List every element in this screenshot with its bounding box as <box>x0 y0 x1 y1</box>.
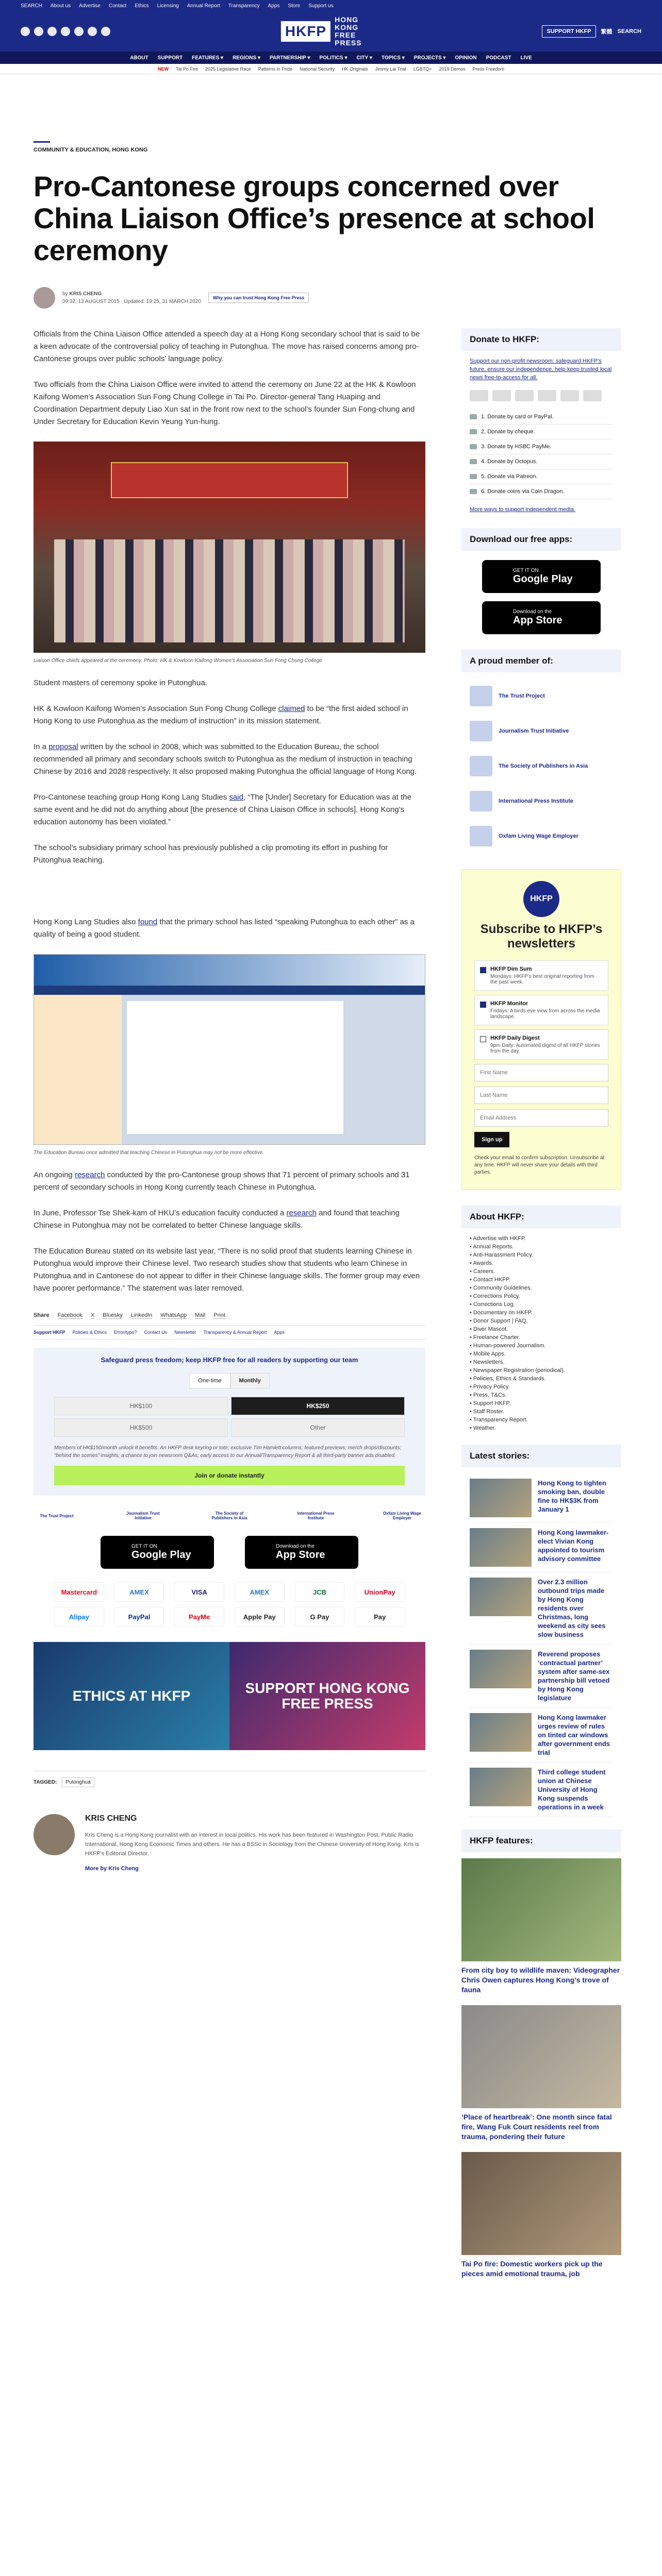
visa-icon: VISA <box>174 1582 224 1602</box>
nav-item[interactable]: PODCAST <box>486 55 511 61</box>
youtube-icon[interactable] <box>61 27 70 36</box>
donate-method[interactable]: 4. Donate by Octopus. <box>470 454 613 469</box>
about-link[interactable]: • Community Guidelines. <box>470 1284 613 1292</box>
article-meta: by KRIS CHENG 09:32, 13 AUGUST 2015 · Updated: 19:25, 31 MARCH 2020 Why you can trust Hong Kong Free Press <box>34 287 628 309</box>
about-link[interactable]: • Careers. <box>470 1267 613 1276</box>
apps-heading: Download our free apps: <box>461 528 621 551</box>
threads-icon[interactable] <box>88 27 97 36</box>
video-embed-space <box>34 880 425 916</box>
footer-link[interactable]: Error/typo? <box>114 1330 137 1335</box>
by-label: by <box>62 291 68 297</box>
instagram-icon[interactable] <box>47 27 57 36</box>
email-field[interactable] <box>474 1109 608 1127</box>
app-store-button[interactable]: Download on the App Store <box>482 601 601 634</box>
monthly-toggle[interactable]: Monthly <box>230 1373 270 1388</box>
paragraph: Pro-Cantonese teaching group Hong Kong Lang Studies said, “The [Under] Secretary for Education was at the same event and he did not do anything about [the presence of China Liaison Office in schools]. Hong Kong’s education autonomy has been violated.” <box>34 793 411 826</box>
newsletter-box <box>461 869 621 1190</box>
trending-link[interactable]: Tai Po Fire <box>175 66 198 72</box>
trending-link[interactable]: 2025 Legislative Race <box>205 66 251 72</box>
member-logo[interactable]: International Press Institute <box>470 784 613 819</box>
footer-link[interactable]: Support HKFP <box>34 1330 65 1335</box>
main-nav <box>0 52 662 64</box>
about-link[interactable]: • Policies, Ethics & Standards. <box>470 1375 613 1383</box>
amount-option[interactable]: HK$100 <box>54 1397 228 1415</box>
top-bar <box>0 0 662 11</box>
topbar-link[interactable]: Contact <box>108 3 127 9</box>
article-header <box>0 141 662 309</box>
share-x[interactable]: X <box>90 1312 95 1318</box>
latest-story[interactable]: Reverend proposes ‘contractual partner’ system after same-sex partnership bill vetoed by Hong Kong legislature <box>470 1645 613 1708</box>
about-heading: About HKFP: <box>461 1206 621 1228</box>
about-link[interactable]: • Diver Mascot. <box>470 1325 613 1333</box>
card-icons <box>470 390 613 401</box>
payment-methods <box>54 1582 405 1626</box>
author-photo[interactable] <box>34 1814 75 1855</box>
donate-method[interactable]: 2. Donate by cheque. <box>470 425 613 439</box>
donate-method[interactable]: 1. Donate by card or PayPal. <box>470 410 613 425</box>
author-name[interactable]: KRIS CHENG <box>85 1814 137 1823</box>
feature-story[interactable]: From city boy to wildlife maven: Videographer Chris Owen captures Hong Kong’s trove of fauna <box>461 1858 621 1995</box>
about-link[interactable]: • Support HKFP. <box>470 1399 613 1408</box>
paragraph: HK & Kowloon Kaifong Women’s Association Sun Fong Chung College claimed to be “the first aided school in Hong Kong to use Putonghua as the medium of instruction” in its mission statement. <box>34 704 408 725</box>
topbar-link[interactable]: Store <box>288 3 301 9</box>
feature-story[interactable]: ‘Place of heartbreak’: One month since fatal fire, Wang Fuk Court residents reel from trauma, pondering their future <box>461 2005 621 2142</box>
sidebar <box>461 328 621 2289</box>
topbar-link[interactable]: Licensing <box>157 3 179 9</box>
nav-item[interactable]: POLITICS ▾ <box>319 55 347 61</box>
features-list <box>461 1852 621 2279</box>
nav-item[interactable]: TOPICS ▾ <box>381 55 405 61</box>
app-store-button[interactable]: Download on the App Store <box>245 1536 358 1569</box>
nav-item[interactable]: CITY ▾ <box>356 55 372 61</box>
hkfp-badge: HKFP <box>523 881 559 917</box>
amount-option[interactable]: Other <box>231 1418 405 1437</box>
screenshot-caption: The Education Bureau once admitted that teaching Chinese in Putonghua may not be more effective. <box>34 1150 264 1156</box>
sopa-logo[interactable]: The Society of Publishers in Asia <box>211 1511 247 1520</box>
education-bureau-screenshot <box>34 954 425 1145</box>
share-linkedin[interactable]: LinkedIn <box>130 1312 153 1318</box>
oxfam-logo[interactable]: Oxfam Living Wage Employer <box>383 1511 421 1520</box>
donate-text[interactable]: Support our non-profit newsroom: safeguard HKFP's future, ensure our independence, help keep trusted local news free-to-access for all. <box>470 358 612 381</box>
newsletter-title: Subscribe to HKFP’s newsletters <box>480 922 603 951</box>
more-ways-link[interactable]: More ways to support independent media. <box>470 506 575 513</box>
topbar-link[interactable]: Annual Report <box>187 3 220 9</box>
newsletter-fine-print: Check your email to confirm subscription. Unsubscribe at any time. HKFP will never share your details with third parties. <box>474 1155 605 1175</box>
share-facebook[interactable]: Facebook <box>57 1312 82 1318</box>
trust-link[interactable]: Why you can trust Hong Kong Free Press <box>208 293 309 303</box>
feature-story[interactable]: Tai Po fire: Domestic workers pick up the pieces amid emotional trauma, job <box>461 2152 621 2279</box>
alipay-icon: Alipay <box>54 1607 104 1626</box>
author-bio: Kris Cheng is a Hong Kong journalist with an interest in local politics. His work has been featured in Washington Post, Public Radio International, Hong Kong Economic Times and others. He has a BSSc in Sociology from the Chinese University of Hong Kong. Kris is HKFP’s Editorial Director. <box>85 1832 420 1857</box>
about-link[interactable]: • Awards. <box>470 1259 613 1267</box>
category-rule <box>34 141 50 143</box>
footer-links <box>34 1325 425 1340</box>
support-hkfp-button[interactable]: SUPPORT HKFP <box>542 25 595 38</box>
trending-link[interactable]: HK Originals <box>342 66 368 72</box>
member-logo[interactable]: Journalism Trust Initiative <box>470 714 613 749</box>
paragraph: Officials from the China Liaison Office attended a speech day at a Hong Kong secondary school that is said to be a keen advocate of the controversial policy of teaching in Putonghua. The move has raised concerns among pro-Cantonese groups over public schools’ language policy. <box>34 330 420 363</box>
member-list <box>461 672 621 854</box>
one-time-toggle[interactable]: One-time <box>189 1373 230 1388</box>
facebook-icon[interactable] <box>21 27 30 36</box>
about-link[interactable]: • Freelance Charter. <box>470 1333 613 1342</box>
donation-heading: Safeguard press freedom; keep HKFP free for all readers by supporting our team <box>101 1356 358 1364</box>
nav-item[interactable]: REGIONS ▾ <box>233 55 260 61</box>
social-icons <box>21 27 110 36</box>
newsletter-option[interactable]: HKFP Dim Sum Mondays: HKFP’s best original reporting from the past week. <box>474 960 608 991</box>
publish-date: 09:32, 13 AUGUST 2015 <box>62 299 120 304</box>
paragraph: In a proposal written by the school in 2008, which was submitted to the Education Bureau, the school recommended all primary and secondary schools switch to Putonghua as the medium of instruction in teaching Chinese by 2016 and 2028 respectively. It also proposed making Putonghua the official language of Hong Kong. <box>34 742 417 776</box>
author-avatar[interactable] <box>34 287 55 309</box>
paragraph: Hong Kong Lang Studies also found that the primary school has listed “speaking Putonghua to each other” as a quality of being a good student. <box>34 918 415 939</box>
about-link[interactable]: • Corrections Log. <box>470 1300 613 1309</box>
membership-logos <box>34 1511 425 1520</box>
trending-link[interactable]: National Security <box>300 66 335 72</box>
amex-icon: AMEX <box>235 1582 285 1602</box>
amount-option[interactable]: HK$250 <box>231 1397 405 1415</box>
inline-link[interactable]: claimed <box>278 704 305 713</box>
topbar-link[interactable]: Support us <box>308 3 334 9</box>
topbar-link[interactable]: Transparency <box>228 3 260 9</box>
trending-bar <box>0 64 662 74</box>
nav-item[interactable]: FEATURES ▾ <box>192 55 224 61</box>
paypal-icon: PayPal <box>114 1607 164 1626</box>
site-logo[interactable]: HKFP HONG KONG FREE PRESS <box>281 16 381 47</box>
trust-project-logo[interactable]: The Trust Project <box>40 1513 74 1518</box>
about-link[interactable]: • Staff Roster. <box>470 1408 613 1416</box>
trending-link[interactable]: 2019 Demos <box>439 66 466 72</box>
first-name-field[interactable] <box>474 1064 608 1081</box>
nav-item[interactable]: OPINION <box>455 55 477 61</box>
payme-icon: PayMe <box>174 1607 224 1626</box>
about-link[interactable]: • Human-powered Journalism. <box>470 1342 613 1350</box>
paragraph: The Education Bureau stated on its website last year, “There is no solid proof that students learning Chinese in Putonghua would improve their Chinese level. Two research studies show that students who learn Chinese in Putonghua and in Cantonese do not appear to differ in their Chinese language skills. The former group may even have poorer performance.” The statement was later removed. <box>34 1247 420 1293</box>
membership-benefits: Members of HK$150/month unlock 8 benefits: An HKFP desk keyring or tote; exclusive Tim Hamlett columns; featured previews; merch drops/discounts; “behind the scenes” insights; a chance to join newsroom Q&As; early access to our Annual/Transparency Report & all third-party banner ads disabled. <box>54 1445 402 1459</box>
ethics-video[interactable]: ETHICS AT HKFP <box>34 1642 229 1750</box>
photo-caption: Liaison Office chiefs appeared at the ceremony. Photo: HK & Kowloon Kaifong Women’s Association Sun Fong Chung College <box>34 658 322 664</box>
article-title: Pro-Cantonese groups concerned over China Liaison Office’s presence at school ceremony <box>34 170 595 266</box>
ipi-logo[interactable]: International Press Institute <box>297 1511 335 1520</box>
donate-methods <box>470 410 613 499</box>
latest-heading: Latest stories: <box>461 1445 621 1467</box>
search-button[interactable]: SEARCH <box>617 28 641 35</box>
about-link[interactable]: • Transparency Report. <box>470 1416 613 1424</box>
x-icon[interactable] <box>34 27 43 36</box>
unionpay-icon: UnionPay <box>355 1582 405 1602</box>
new-label: NEW <box>157 66 169 72</box>
about-link[interactable]: • Mobile Apps. <box>470 1350 613 1358</box>
nav-item[interactable]: ABOUT <box>130 55 148 61</box>
tags: TAGGED: Putonghua <box>34 1771 425 1793</box>
author-box <box>34 1814 425 1872</box>
nav-item[interactable]: LIVE <box>520 55 532 61</box>
inline-link[interactable]: proposal <box>48 742 78 751</box>
share-label: Share <box>34 1312 49 1318</box>
mastercard-icon: Mastercard <box>54 1582 104 1602</box>
about-link[interactable]: • Corrections Policy. <box>470 1292 613 1300</box>
tag-putonghua[interactable]: Putonghua <box>62 1777 94 1787</box>
topbar-link[interactable]: About us <box>50 3 71 9</box>
member-heading: A proud member of: <box>461 650 621 672</box>
join-button[interactable]: Join or donate instantly <box>54 1466 405 1485</box>
footer-link[interactable]: Contact Us <box>144 1330 168 1335</box>
bluesky-icon[interactable] <box>74 27 84 36</box>
donate-method[interactable]: 6. Donate coins via Coin Dragon. <box>470 484 613 499</box>
share-mail[interactable]: Mail <box>195 1312 206 1318</box>
share-bar <box>34 1312 425 1319</box>
footer-link[interactable]: Apps <box>274 1330 285 1335</box>
apple-pay-icon: Apple Pay <box>235 1607 285 1626</box>
topbar-link[interactable]: Advertise <box>79 3 101 9</box>
member-logo[interactable]: The Trust Project <box>470 679 613 714</box>
donate-method[interactable]: 5. Donate via Patreon. <box>470 469 613 484</box>
latest-story[interactable]: Third college student union at Chinese University of Hong Kong suspends operations in a week <box>470 1762 613 1817</box>
donate-method[interactable]: 3. Donate by HSBC PayMe. <box>470 439 613 454</box>
trending-link[interactable]: Press Freedom <box>472 66 505 72</box>
samsung-pay-icon: Pay <box>355 1607 405 1626</box>
updated-date: Updated: 19:25, 31 MARCH 2020 <box>124 299 201 304</box>
share-bluesky[interactable]: Bluesky <box>103 1312 123 1318</box>
paragraph: In June, Professor Tse Shek-kam of HKU’s education faculty conducted a research and found that teaching Chinese in Putonghua may not be correlated to better Chinese language skills. <box>34 1209 400 1230</box>
footer-link[interactable]: Newsletter <box>174 1330 196 1335</box>
ceremony-photo <box>34 442 425 653</box>
amount-option[interactable]: HK$500 <box>54 1418 228 1437</box>
trending-link[interactable]: Patterns in Pride <box>258 66 293 72</box>
features-heading: HKFP features: <box>461 1829 621 1852</box>
author-link[interactable]: KRIS CHENG <box>69 291 102 297</box>
jti-logo[interactable]: Journalism Trust Initiative <box>126 1511 160 1520</box>
donation-widget <box>34 1348 425 1496</box>
latest-story[interactable]: Over 2.3 million outbound trips made by Hong Kong residents over Christmas, long weekend as city sees slow business <box>470 1572 613 1645</box>
site-header <box>0 11 662 52</box>
trending-link[interactable]: LGBTQ+ <box>413 66 432 72</box>
paragraph: The school’s subsidiary primary school has previously published a clip promoting its effort in pushing for Putonghua teaching. <box>34 843 388 865</box>
language-toggle[interactable]: 繁體 <box>601 29 613 35</box>
jcb-icon: JCB <box>295 1582 345 1602</box>
nav-item[interactable]: PARTNERSHIP ▾ <box>269 55 310 61</box>
paragraph: Student masters of ceremony spoke in Putonghua. <box>34 679 207 687</box>
newsletter-option[interactable]: HKFP Monitor Fridays: A birds-eye view from across the media landscape. <box>474 995 608 1025</box>
google-pay-icon: G Pay <box>295 1607 345 1626</box>
latest-list <box>461 1467 621 1817</box>
sign-up-button[interactable]: Sign up <box>474 1132 509 1147</box>
about-link[interactable]: • Contact HKFP. <box>470 1276 613 1284</box>
topbar-link[interactable]: Ethics <box>135 3 149 9</box>
about-link[interactable]: • Advertise with HKFP. <box>470 1234 613 1243</box>
about-link[interactable]: • Newspaper Registration (periodical). <box>470 1366 613 1375</box>
inline-link[interactable]: research <box>75 1171 105 1179</box>
article-category[interactable]: COMMUNITY & EDUCATION, HONG KONG <box>34 147 148 153</box>
paragraph: An ongoing research conducted by the pro-Cantonese group shows that 71 percent of primary schools and 31 percent of secondary schools in Hong Kong currently teach Chinese in Putonghua. <box>34 1171 410 1192</box>
last-name-field[interactable] <box>474 1087 608 1104</box>
about-link[interactable]: • Weather. <box>470 1424 613 1432</box>
footer-link[interactable]: Transparency & Annual Report <box>203 1330 267 1335</box>
trending-link[interactable]: Jimmy Lai Trial <box>375 66 406 72</box>
support-video[interactable]: SUPPORT HONG KONG FREE PRESS <box>229 1642 425 1750</box>
more-by-author-link[interactable]: More by Kris Cheng <box>85 1866 139 1872</box>
about-link[interactable]: • Press, T&Cs. <box>470 1391 613 1399</box>
about-link[interactable]: • Newsletters. <box>470 1358 613 1366</box>
inline-link[interactable]: found <box>138 918 158 926</box>
latest-story[interactable]: Hong Kong lawmaker urges review of rules on tinted car windows after government ends trial <box>470 1708 613 1762</box>
latest-story[interactable]: Hong Kong to tighten smoking ban, double fine to HK$3K from January 1 <box>470 1473 613 1523</box>
footer-link[interactable]: Policies & Ethics <box>72 1330 107 1335</box>
rss-icon[interactable] <box>101 27 110 36</box>
about-link[interactable]: • Annual Reports. <box>470 1243 613 1251</box>
share-whatsapp[interactable]: WhatsApp <box>160 1312 187 1318</box>
about-link[interactable]: • Anti-Harassment Policy. <box>470 1251 613 1259</box>
member-logo[interactable]: The Society of Publishers in Asia <box>470 749 613 784</box>
newsletter-option[interactable]: HKFP Daily Digest 9pm Daily: Automated digest of all HKFP stories from the day. <box>474 1029 608 1060</box>
latest-story[interactable]: Hong Kong lawmaker-elect Vivian Kong appointed to tourism advisory committee <box>470 1523 613 1572</box>
about-link[interactable]: • Documentary on HKFP. <box>470 1309 613 1317</box>
google-play-button[interactable]: GET IT ON Google Play <box>482 560 601 593</box>
article-body <box>34 328 425 2289</box>
about-link[interactable]: • Donor Support | FAQ. <box>470 1317 613 1325</box>
nav-item[interactable]: PROJECTS ▾ <box>413 55 446 61</box>
about-link[interactable]: • Privacy Policy. <box>470 1383 613 1391</box>
google-play-button[interactable]: GET IT ON Google Play <box>101 1536 214 1569</box>
share-print[interactable]: Print <box>213 1312 225 1318</box>
inline-link[interactable]: said <box>229 793 243 802</box>
about-list <box>461 1228 621 1432</box>
nav-item[interactable]: SUPPORT <box>157 55 183 61</box>
topbar-link[interactable]: SEARCH <box>21 3 42 9</box>
paragraph: Two officials from the China Liaison Office were invited to attend the ceremony on June 22 at the HK & Kowloon Kaifong Women’s Association Sun Fong Chung College in Tai Po. Director-general Tang Huaping and Coordination Department deputy Liao Xun sat in the front row next to the school’s founder Sun Fong-chung and Under Secretary for Education Kevin Yeung Yun-hung. <box>34 380 416 426</box>
inline-link[interactable]: research <box>286 1209 317 1217</box>
amex-icon: AMEX <box>114 1582 164 1602</box>
topbar-link[interactable]: Apps <box>268 3 280 9</box>
donate-heading: Donate to HKFP: <box>461 328 621 351</box>
member-logo[interactable]: Oxfam Living Wage Employer <box>470 819 613 854</box>
